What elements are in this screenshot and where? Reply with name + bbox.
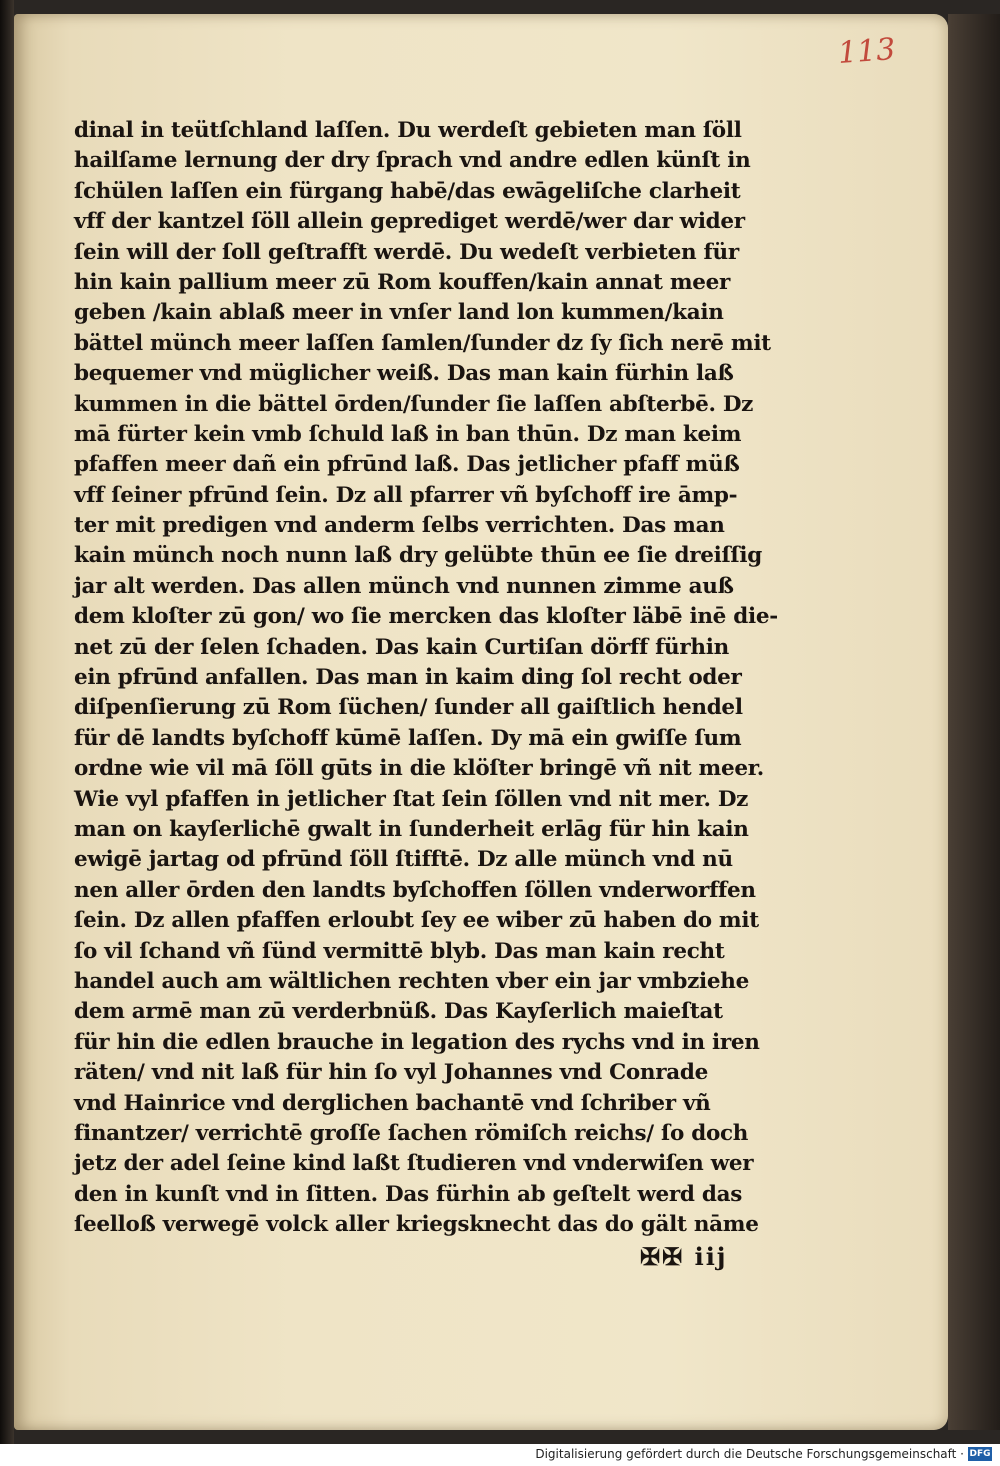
text-line: hailſame lernung der dry ſprach vnd andre edlen künſt in — [74, 148, 751, 174]
text-line: für hin die edlen brauche in legation des rychs vnd in iren — [74, 1029, 760, 1055]
text-line: ſein will der ſoll geſtrafft werdē. Du wedeſt verbieten für — [74, 239, 739, 265]
text-line: handel auch am wältlichen rechten vber ein jar vmbziehe — [74, 968, 749, 994]
footer-credit: Digitalisierung gefördert durch die Deutsche Forschungsgemeinschaft · — [535, 1447, 964, 1461]
text-line: kummen in die bättel ōrden/ſunder ſie laſſen abſterbē. Dz — [74, 391, 754, 417]
folio-number: 113 — [836, 32, 897, 71]
text-line: dinal in teütſchland laſſen. Du werdeſt gebieten man ſöll — [74, 118, 742, 143]
text-line: vff der kantzel ſöll allein geprediget werdē/wer dar wider — [74, 209, 745, 235]
text-line: nen aller ōrden den landts byſchoffen ſöllen vnderworffen — [74, 877, 756, 903]
text-block — [74, 116, 822, 1240]
text-line: geben /kain ablaß meer in vnſer land lon kummen/kain — [74, 300, 724, 326]
text-line: jetz der adel ſeine kind laßt ſtudieren vnd vnderwiſen wer — [74, 1151, 754, 1177]
text-line: ewigē jartag od pfrūnd ſöll ſtifftē. Dz alle münch vnd nū — [74, 847, 733, 873]
text-line: kain münch noch nunn laß dry gelübte thūn ee ſie dreiſſig — [74, 543, 762, 569]
text-line: bättel münch meer laſſen ſamlen/ſunder dz ſy ſich nerē mit — [74, 330, 771, 356]
footer-bar — [0, 1444, 1000, 1466]
text-line: ſchülen laſſen ein fürgang habē/das ewāgeliſche clarheit — [74, 178, 741, 204]
text-line: bequemer vnd müglicher weiß. Das man kain fürhin laß — [74, 361, 734, 387]
text-line: diſpenſierung zū Rom ſüchen/ ſunder all gaiſtlich hendel — [74, 695, 743, 721]
signature-mark: ✠✠ iij — [640, 1242, 728, 1271]
text-line: Wie vyl pfaffen in jetlicher ſtat ſein ſöllen vnd nit mer. Dz — [74, 786, 749, 812]
text-line: vnd Hainrice vnd derglichen bachantē vnd ſchriber vñ — [74, 1090, 711, 1116]
text-line: vff ſeiner pfrūnd ſein. Dz all pfarrer vñ byſchoff ire āmp- — [74, 482, 738, 508]
text-line: ein pfrūnd anfallen. Das man in kaim ding ſol recht oder — [74, 665, 742, 691]
text-line: ter mit predigen vnd anderm ſelbs verrichten. Das man — [74, 513, 725, 539]
text-line: jar alt werden. Das allen münch vnd nunnen zimme auß — [74, 573, 734, 599]
text-line: räten/ vnd nit laß für hin ſo vyl Johannes vnd Conrade — [74, 1060, 709, 1086]
text-line: man on kayſerlichē gwalt in ſunderheit erlāg für hin kain — [74, 816, 749, 842]
text-line: ordne wie vil mā ſöll gūts in die klöſter bringē vñ nit meer. — [74, 756, 764, 782]
text-line: für dē landts byſchoff kūmē laſſen. Dy mā ein gwiſſe ſum — [74, 725, 742, 751]
text-line: dem kloſter zū gon/ wo ſie mercken das kloſter läbē inē die- — [74, 604, 778, 630]
book-edge — [948, 14, 1000, 1430]
text-line: den in kunſt vnd in ſitten. Das fürhin ab geſtelt werd das — [74, 1181, 743, 1207]
text-line: ſeelloß verwegē volck aller kriegsknecht das do gält nāme — [74, 1212, 759, 1238]
text-line: net zū der ſelen ſchaden. Das kain Curtiſan dörff fürhin — [74, 634, 729, 660]
text-line: ſo vil ſchand vñ ſünd vermittē blyb. Das man kain recht — [74, 938, 725, 964]
text-line: finantzer/ verrichtē groſſe ſachen römiſch reichs/ ſo doch — [74, 1120, 749, 1146]
text-line: mā fürter kein vmb ſchuld laß in ban thūn. Dz man keim — [74, 421, 742, 447]
text-line: hin kain pallium meer zū Rom kouffen/kain annat meer — [74, 269, 731, 295]
book-spine — [0, 0, 14, 1444]
text-line: ſein. Dz allen pfaffen erloubt ſey ee wiber zū haben do mit — [74, 908, 759, 934]
text-line: pfaffen meer dañ ein pfrūnd laß. Das jetlicher pfaff müß — [74, 452, 740, 478]
text-line: dem armē man zū verderbnüß. Das Kayſerlich maieſtat — [74, 999, 723, 1025]
dfg-logo-icon: DFG — [969, 1449, 991, 1459]
